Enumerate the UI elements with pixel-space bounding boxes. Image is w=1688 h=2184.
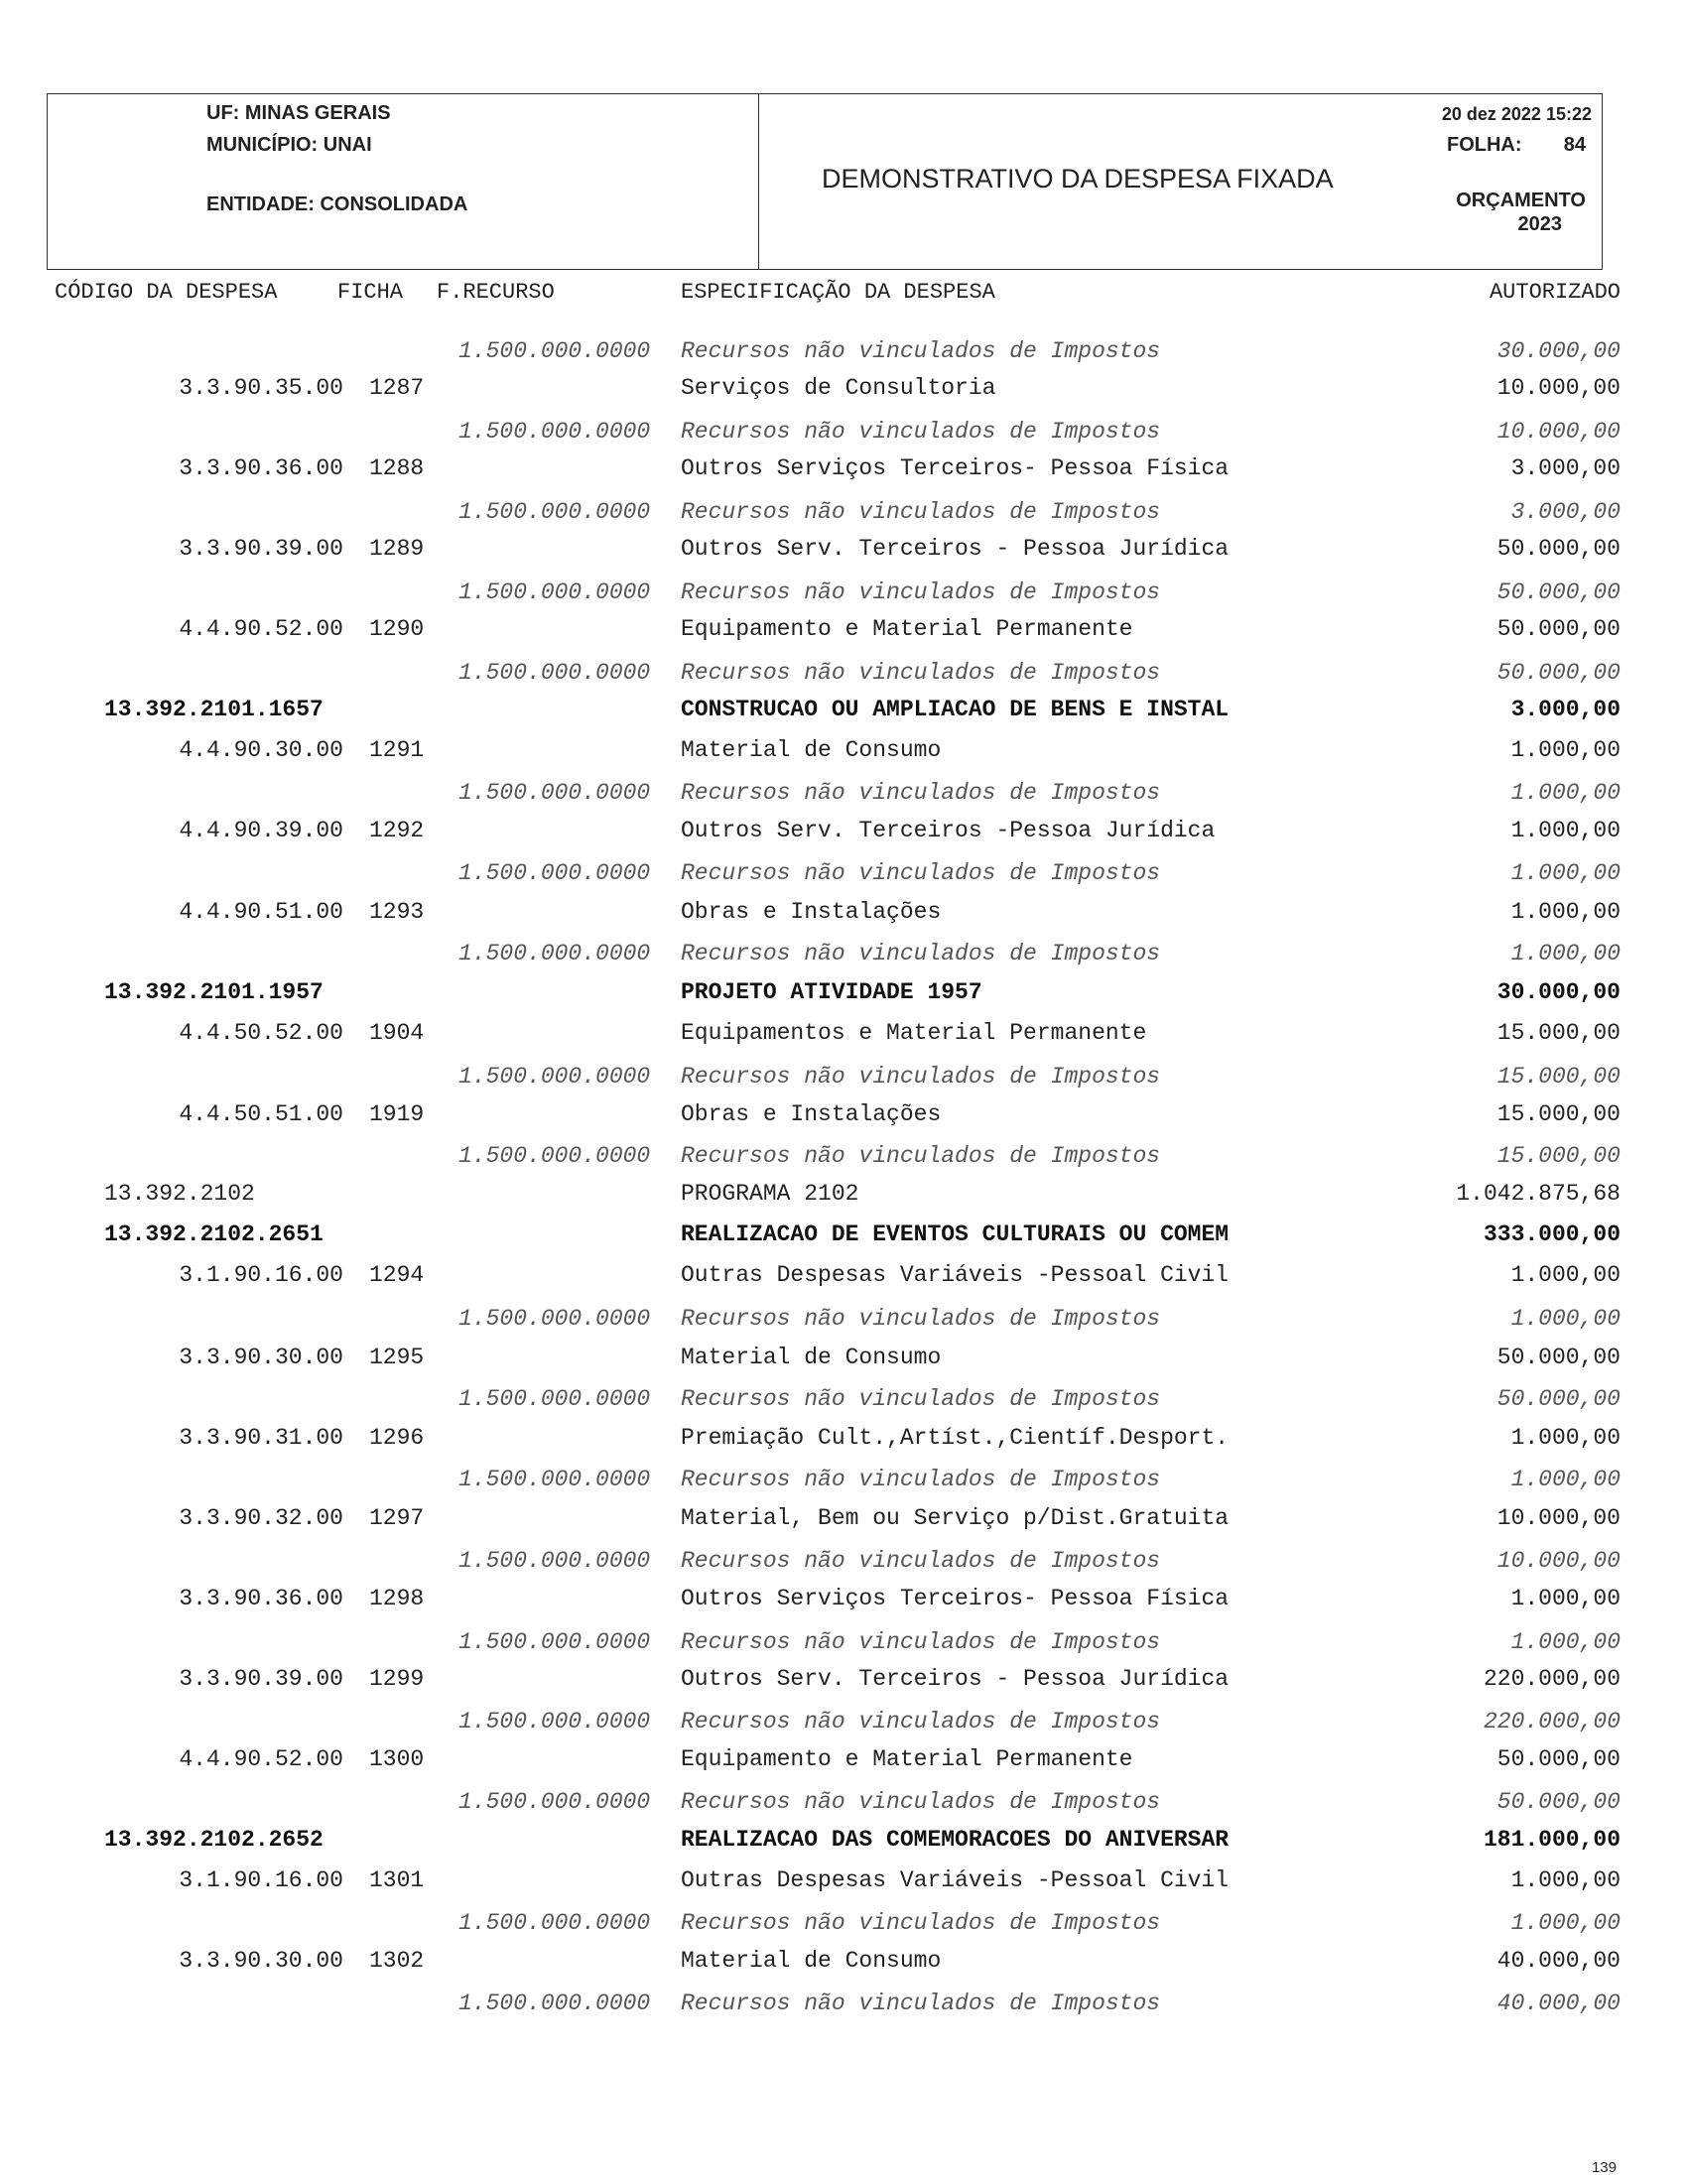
source-row <box>0 499 1688 533</box>
expense-description: Outros Serv. Terceiros - Pessoa Jurídica <box>681 536 1230 562</box>
recurso-code: 1.500.000.0000 <box>458 1386 651 1412</box>
source-row <box>0 860 1688 894</box>
authorized-value: 1.000,00 <box>1510 860 1621 886</box>
authorized-value: 15.000,00 <box>1496 1064 1621 1090</box>
expense-item-row <box>0 375 1688 409</box>
expense-description: Recursos não vinculados de Impostos <box>681 1910 1161 1936</box>
authorized-value: 50.000,00 <box>1496 579 1621 605</box>
expense-description: Recursos não vinculados de Impostos <box>681 338 1161 364</box>
action-row <box>0 1221 1688 1255</box>
expense-description: PROJETO ATIVIDADE 1957 <box>681 979 982 1005</box>
expense-description: Recursos não vinculados de Impostos <box>681 419 1161 445</box>
expense-item-row <box>0 1867 1688 1901</box>
authorized-value: 220.000,00 <box>1483 1666 1621 1692</box>
ficha-number: 1300 <box>369 1746 425 1772</box>
authorized-value: 1.000,00 <box>1510 1467 1621 1492</box>
source-row <box>0 1789 1688 1823</box>
expense-description: Recursos não vinculados de Impostos <box>681 860 1161 886</box>
authorized-value: 1.000,00 <box>1510 1629 1621 1655</box>
expense-description: Recursos não vinculados de Impostos <box>681 1143 1161 1169</box>
expense-code: 3.3.90.39.00 <box>179 536 343 562</box>
authorized-value: 3.000,00 <box>1510 697 1621 722</box>
col-especificacao: ESPECIFICAÇÃO DA DESPESA <box>681 280 995 305</box>
authorized-value: 3.000,00 <box>1510 455 1621 481</box>
ficha-number: 1296 <box>369 1425 425 1451</box>
authorized-value: 1.000,00 <box>1510 1425 1621 1451</box>
authorized-value: 1.000,00 <box>1510 780 1621 806</box>
authorized-value: 1.000,00 <box>1510 818 1621 843</box>
recurso-code: 1.500.000.0000 <box>458 419 651 445</box>
source-row <box>0 1306 1688 1340</box>
expense-code: 4.4.90.52.00 <box>179 616 343 642</box>
ficha-number: 1289 <box>369 536 425 562</box>
source-row <box>0 1143 1688 1177</box>
authorized-value: 15.000,00 <box>1496 1101 1621 1127</box>
action-code: 13.392.2102.2652 <box>104 1827 324 1853</box>
expense-item-row <box>0 536 1688 570</box>
source-row <box>0 419 1688 452</box>
source-row <box>0 1467 1688 1500</box>
col-autorizado: AUTORIZADO <box>1489 280 1621 305</box>
expense-code: 4.4.90.30.00 <box>179 737 343 763</box>
report-title: DEMONSTRATIVO DA DESPESA FIXADA <box>822 164 1334 193</box>
source-row <box>0 1548 1688 1582</box>
expense-code: 3.3.90.36.00 <box>179 455 343 481</box>
authorized-value: 50.000,00 <box>1496 1746 1621 1772</box>
report-datetime: 20 dez 2022 15:22 <box>1441 104 1592 124</box>
expense-description: Equipamentos e Material Permanente <box>681 1020 1147 1046</box>
source-row <box>0 579 1688 613</box>
expense-item-row <box>0 1425 1688 1459</box>
folha-label: FOLHA: <box>1447 134 1522 156</box>
recurso-code: 1.500.000.0000 <box>458 1789 651 1815</box>
expense-code: 3.3.90.39.00 <box>179 1666 343 1692</box>
col-ficha: FICHA <box>337 280 404 305</box>
action-row <box>0 697 1688 730</box>
ficha-number: 1919 <box>369 1101 425 1127</box>
expense-description: Outros Serv. Terceiros - Pessoa Jurídica <box>681 1666 1230 1692</box>
action-code: 13.392.2101.1957 <box>104 979 324 1005</box>
expense-description: REALIZACAO DAS COMEMORACOES DO ANIVERSAR <box>681 1827 1230 1853</box>
recurso-code: 1.500.000.0000 <box>458 499 651 525</box>
expense-item-row <box>0 1345 1688 1378</box>
expense-code: 4.4.50.52.00 <box>179 1020 343 1046</box>
expense-code: 4.4.90.39.00 <box>179 818 343 843</box>
expense-description: PROGRAMA 2102 <box>681 1181 859 1207</box>
authorized-value: 50.000,00 <box>1496 1789 1621 1815</box>
authorized-value: 1.000,00 <box>1510 941 1621 966</box>
authorized-value: 10.000,00 <box>1496 1548 1621 1574</box>
recurso-code: 1.500.000.0000 <box>458 1548 651 1574</box>
expense-item-row <box>0 1746 1688 1780</box>
source-row <box>0 1910 1688 1944</box>
expense-description: Recursos não vinculados de Impostos <box>681 579 1161 605</box>
expense-item-row <box>0 1505 1688 1539</box>
expense-code: 4.4.90.52.00 <box>179 1746 343 1772</box>
recurso-code: 1.500.000.0000 <box>458 1709 651 1734</box>
expense-description: Material, Bem ou Serviço p/Dist.Gratuita <box>681 1505 1230 1531</box>
ficha-number: 1298 <box>369 1586 425 1611</box>
uf-label: UF: MINAS GERAIS <box>206 102 391 124</box>
ficha-number: 1287 <box>369 375 425 401</box>
expense-description: Material de Consumo <box>681 1948 942 1974</box>
recurso-code: 1.500.000.0000 <box>458 1306 651 1332</box>
authorized-value: 181.000,00 <box>1483 1827 1621 1853</box>
expense-description: Recursos não vinculados de Impostos <box>681 1064 1161 1090</box>
expense-item-row <box>0 455 1688 489</box>
authorized-value: 15.000,00 <box>1496 1020 1621 1046</box>
expense-code: 3.3.90.31.00 <box>179 1425 343 1451</box>
authorized-value: 50.000,00 <box>1496 536 1621 562</box>
expense-description: Outros Serv. Terceiros -Pessoa Jurídica <box>681 818 1216 843</box>
recurso-code: 1.500.000.0000 <box>458 941 651 966</box>
expense-item-row <box>0 1948 1688 1982</box>
expense-code: 3.3.90.35.00 <box>179 375 343 401</box>
source-row <box>0 660 1688 694</box>
expense-description: Outros Serviços Terceiros- Pessoa Física <box>681 1586 1230 1611</box>
expense-description: Recursos não vinculados de Impostos <box>681 499 1161 525</box>
source-row <box>0 780 1688 814</box>
authorized-value: 1.000,00 <box>1510 1910 1621 1936</box>
ficha-number: 1292 <box>369 818 425 843</box>
expense-description: Outros Serviços Terceiros- Pessoa Física <box>681 455 1230 481</box>
authorized-value: 50.000,00 <box>1496 660 1621 686</box>
expense-code: 3.3.90.32.00 <box>179 1505 343 1531</box>
ficha-number: 1294 <box>369 1262 425 1288</box>
authorized-value: 50.000,00 <box>1496 1345 1621 1370</box>
expense-item-row <box>0 1262 1688 1296</box>
authorized-value: 30.000,00 <box>1496 338 1621 364</box>
col-recurso: F.RECURSO <box>437 280 555 305</box>
authorized-value: 1.000,00 <box>1510 899 1621 925</box>
authorized-value: 50.000,00 <box>1496 1386 1621 1412</box>
expense-item-row <box>0 1020 1688 1054</box>
action-row <box>0 979 1688 1013</box>
header-divider <box>758 94 759 269</box>
program-row <box>0 1181 1688 1215</box>
action-code: 13.392.2102 <box>104 1181 255 1207</box>
expense-description: Premiação Cult.,Artíst.,Científ.Desport. <box>681 1425 1230 1451</box>
ficha-number: 1297 <box>369 1505 425 1531</box>
expense-description: CONSTRUCAO OU AMPLIACAO DE BENS E INSTAL <box>681 697 1230 722</box>
authorized-value: 333.000,00 <box>1483 1221 1621 1247</box>
expense-item-row <box>0 818 1688 851</box>
recurso-code: 1.500.000.0000 <box>458 660 651 686</box>
authorized-value: 1.000,00 <box>1510 1586 1621 1611</box>
ficha-number: 1301 <box>369 1867 425 1893</box>
authorized-value: 220.000,00 <box>1483 1709 1621 1734</box>
authorized-value: 40.000,00 <box>1496 1991 1621 2016</box>
ficha-number: 1291 <box>369 737 425 763</box>
recurso-code: 1.500.000.0000 <box>458 1064 651 1090</box>
report-header <box>47 93 1603 270</box>
authorized-value: 15.000,00 <box>1496 1143 1621 1169</box>
expense-description: Outras Despesas Variáveis -Pessoal Civil <box>681 1262 1230 1288</box>
expense-item-row <box>0 1586 1688 1619</box>
authorized-value: 1.000,00 <box>1510 1306 1621 1332</box>
authorized-value: 10.000,00 <box>1496 1505 1621 1531</box>
recurso-code: 1.500.000.0000 <box>458 1991 651 2016</box>
authorized-value: 30.000,00 <box>1496 979 1621 1005</box>
expense-code: 3.3.90.36.00 <box>179 1586 343 1611</box>
recurso-code: 1.500.000.0000 <box>458 780 651 806</box>
expense-description: Recursos não vinculados de Impostos <box>681 1629 1161 1655</box>
folha-value: 84 <box>1563 134 1586 156</box>
source-row <box>0 1386 1688 1420</box>
entidade-label: ENTIDADE: CONSOLIDADA <box>206 193 468 215</box>
recurso-code: 1.500.000.0000 <box>458 1143 651 1169</box>
recurso-code: 1.500.000.0000 <box>458 860 651 886</box>
authorized-value: 40.000,00 <box>1496 1948 1621 1974</box>
expense-item-row <box>0 1101 1688 1135</box>
authorized-value: 1.000,00 <box>1510 1262 1621 1288</box>
expense-item-row <box>0 616 1688 650</box>
ficha-number: 1302 <box>369 1948 425 1974</box>
expense-code: 3.3.90.30.00 <box>179 1345 343 1370</box>
expense-item-row <box>0 1666 1688 1700</box>
source-row <box>0 338 1688 372</box>
recurso-code: 1.500.000.0000 <box>458 1910 651 1936</box>
expense-code: 3.1.90.16.00 <box>179 1262 343 1288</box>
ficha-number: 1295 <box>369 1345 425 1370</box>
authorized-value: 3.000,00 <box>1510 499 1621 525</box>
authorized-value: 10.000,00 <box>1496 419 1621 445</box>
expense-description: Obras e Instalações <box>681 1101 942 1127</box>
expense-description: Recursos não vinculados de Impostos <box>681 1789 1161 1815</box>
expense-code: 4.4.50.51.00 <box>179 1101 343 1127</box>
expense-description: REALIZACAO DE EVENTOS CULTURAIS OU COMEM <box>681 1221 1230 1247</box>
authorized-value: 10.000,00 <box>1496 375 1621 401</box>
authorized-value: 1.042.875,68 <box>1456 1181 1621 1207</box>
expense-description: Recursos não vinculados de Impostos <box>681 1386 1161 1412</box>
ficha-number: 1904 <box>369 1020 425 1046</box>
expense-description: Recursos não vinculados de Impostos <box>681 1991 1161 2016</box>
expense-description: Equipamento e Material Permanente <box>681 616 1133 642</box>
orcamento-label: ORÇAMENTO <box>1456 190 1586 211</box>
municipio-label: MUNICÍPIO: UNAI <box>206 134 372 156</box>
source-row <box>0 941 1688 974</box>
recurso-code: 1.500.000.0000 <box>458 338 651 364</box>
ficha-number: 1299 <box>369 1666 425 1692</box>
action-row <box>0 1827 1688 1861</box>
ficha-number: 1293 <box>369 899 425 925</box>
authorized-value: 1.000,00 <box>1510 737 1621 763</box>
expense-code: 3.3.90.30.00 <box>179 1948 343 1974</box>
source-row <box>0 1629 1688 1663</box>
expense-description: Obras e Instalações <box>681 899 942 925</box>
page-number: 139 <box>1591 2159 1617 2176</box>
expense-description: Material de Consumo <box>681 737 942 763</box>
expense-description: Recursos não vinculados de Impostos <box>681 941 1161 966</box>
expense-description: Equipamento e Material Permanente <box>681 1746 1133 1772</box>
col-codigo: CÓDIGO DA DESPESA <box>55 280 278 305</box>
recurso-code: 1.500.000.0000 <box>458 1629 651 1655</box>
expense-item-row <box>0 737 1688 771</box>
expense-code: 4.4.90.51.00 <box>179 899 343 925</box>
source-row <box>0 1991 1688 2024</box>
expense-description: Recursos não vinculados de Impostos <box>681 660 1161 686</box>
expense-description: Material de Consumo <box>681 1345 942 1370</box>
expense-description: Recursos não vinculados de Impostos <box>681 780 1161 806</box>
recurso-code: 1.500.000.0000 <box>458 579 651 605</box>
ficha-number: 1290 <box>369 616 425 642</box>
ficha-number: 1288 <box>369 455 425 481</box>
expense-item-row <box>0 899 1688 933</box>
authorized-value: 1.000,00 <box>1510 1867 1621 1893</box>
action-code: 13.392.2102.2651 <box>104 1221 324 1247</box>
expense-description: Recursos não vinculados de Impostos <box>681 1467 1161 1492</box>
source-row <box>0 1709 1688 1742</box>
expense-description: Recursos não vinculados de Impostos <box>681 1548 1161 1574</box>
expense-description: Recursos não vinculados de Impostos <box>681 1306 1161 1332</box>
expense-description: Recursos não vinculados de Impostos <box>681 1709 1161 1734</box>
expense-code: 3.1.90.16.00 <box>179 1867 343 1893</box>
source-row <box>0 1064 1688 1097</box>
authorized-value: 50.000,00 <box>1496 616 1621 642</box>
recurso-code: 1.500.000.0000 <box>458 1467 651 1492</box>
action-code: 13.392.2101.1657 <box>104 697 324 722</box>
orcamento-year: 2023 <box>1517 213 1562 235</box>
expense-description: Serviços de Consultoria <box>681 375 996 401</box>
expense-description: Outras Despesas Variáveis -Pessoal Civil <box>681 1867 1230 1893</box>
